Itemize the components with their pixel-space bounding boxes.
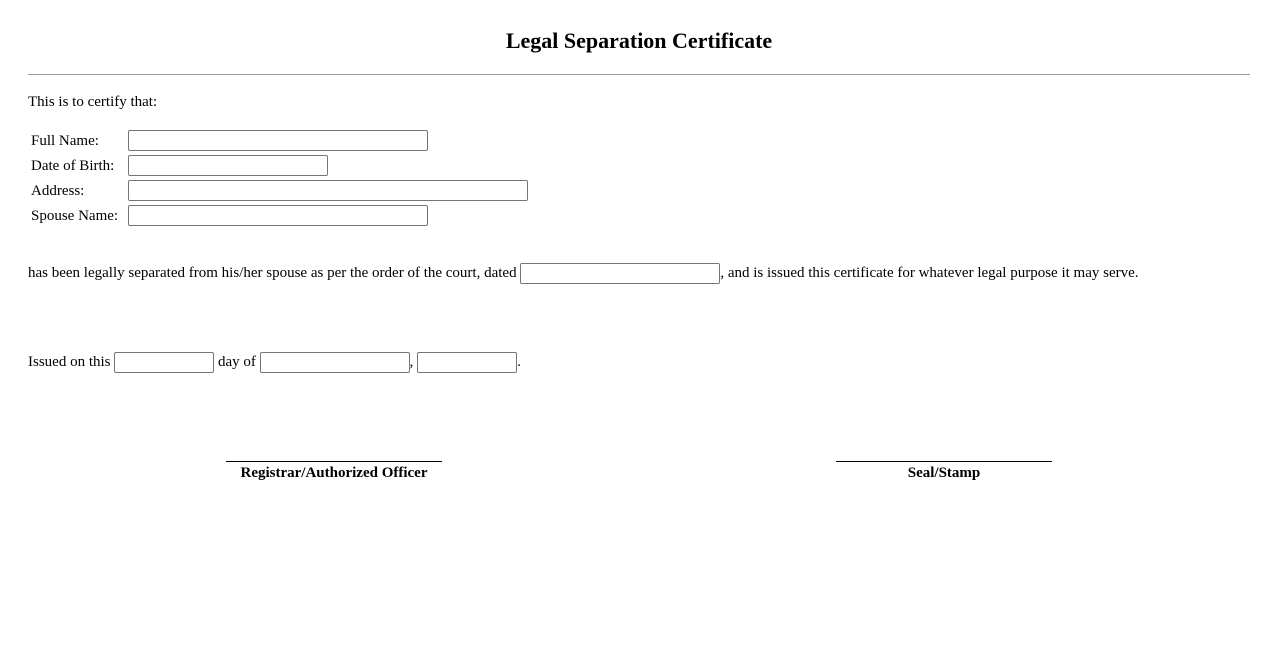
address-row <box>31 180 528 201</box>
date-of-birth-row <box>31 155 328 176</box>
intro-text: This is to certify that: <box>28 94 158 110</box>
date-of-birth-label: Date of Birth: <box>31 157 115 174</box>
certificate-page <box>28 0 1250 650</box>
court-order-date-input[interactable] <box>520 263 720 284</box>
issued-period: . <box>517 353 521 370</box>
full-name-row <box>31 130 428 151</box>
seal-stamp-block <box>836 461 1052 483</box>
page-title: Legal Separation Certificate <box>505 28 773 53</box>
full-name-label: Full Name: <box>31 132 99 149</box>
address-input[interactable] <box>128 180 528 201</box>
full-name-input[interactable] <box>128 130 428 151</box>
date-of-birth-input[interactable] <box>128 155 328 176</box>
spouse-name-row <box>31 205 428 226</box>
statement-text-before: has been legally separated from his/her spouse as per the order of the court, dated <box>28 264 517 281</box>
separation-statement <box>28 262 1139 284</box>
registrar-signature-label: Registrar/Authorized Officer <box>240 465 428 481</box>
issued-comma: , <box>409 353 414 370</box>
issued-day-input[interactable] <box>114 352 214 373</box>
statement-text-after: , and is issued this certificate for whatever legal purpose it may serve. <box>720 264 1139 281</box>
registrar-signature-block <box>226 461 442 483</box>
issued-year-input[interactable] <box>417 352 517 373</box>
issued-day-of-text: day of <box>218 353 256 370</box>
issuance-line <box>28 351 521 373</box>
spouse-name-input[interactable] <box>128 205 428 226</box>
title-divider <box>28 74 1250 75</box>
issued-month-input[interactable] <box>260 352 410 373</box>
address-label: Address: <box>31 182 85 199</box>
spouse-name-label: Spouse Name: <box>31 207 119 224</box>
issued-prefix-text: Issued on this <box>28 353 111 370</box>
seal-stamp-label: Seal/Stamp <box>907 465 981 481</box>
